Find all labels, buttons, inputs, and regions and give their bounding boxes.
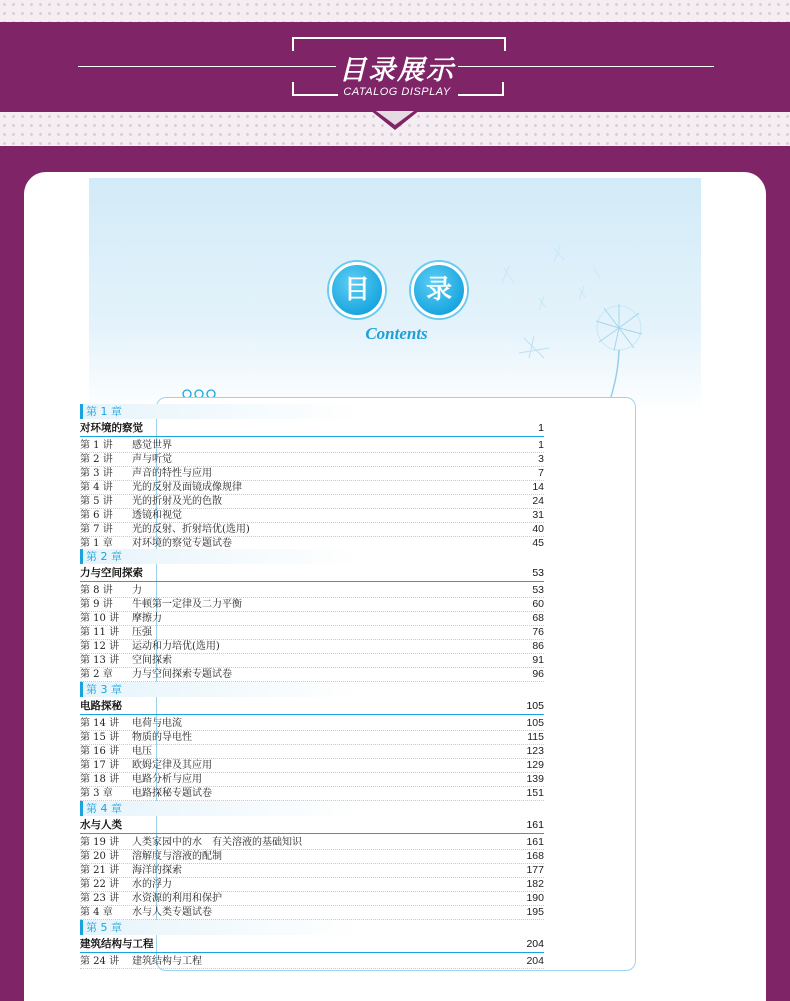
lesson-page-number: 3 — [538, 453, 544, 465]
lesson-row[interactable] — [80, 773, 544, 787]
lesson-title: 电荷与电流 — [132, 718, 182, 729]
chapter-title-text: 力与空间探索 — [80, 567, 143, 579]
contents-heading: Contents — [365, 324, 428, 343]
lesson-number: 第 1 讲 — [80, 440, 113, 451]
lesson-row[interactable] — [80, 509, 544, 523]
lesson-page-number: 40 — [532, 523, 544, 535]
lesson-title: 透镜和视觉 — [132, 510, 182, 521]
lesson-row[interactable] — [80, 453, 544, 467]
lesson-number: 第 19 讲 — [80, 837, 120, 848]
lesson-page-number: 86 — [532, 640, 544, 652]
lesson-number: 第 2 章 — [80, 669, 113, 680]
lesson-number: 第 14 讲 — [80, 718, 120, 729]
lesson-title: 运动和力培优(选用) — [132, 641, 220, 652]
lesson-page-number: 96 — [532, 668, 544, 680]
banner-line-left — [78, 66, 336, 67]
banner-title: 目录展示 — [339, 55, 455, 86]
lesson-row[interactable] — [80, 439, 544, 453]
lesson-list — [80, 584, 544, 682]
lesson-title: 摩擦力 — [132, 613, 162, 624]
lesson-number: 第 16 讲 — [80, 746, 120, 757]
lesson-row[interactable] — [80, 598, 544, 612]
lesson-row[interactable] — [80, 787, 544, 801]
lesson-title: 电压 — [132, 746, 152, 757]
lu-badge: 录 — [411, 262, 467, 318]
lesson-number: 第 20 讲 — [80, 851, 120, 862]
chapter-number: 第 1 章 — [80, 404, 544, 419]
lesson-number: 第 24 讲 — [80, 956, 120, 967]
lesson-title: 欧姆定律及其应用 — [132, 760, 212, 771]
lesson-title: 对环境的察觉专题试卷 — [132, 538, 232, 549]
lesson-title: 声与听觉 — [132, 454, 172, 465]
lesson-number: 第 6 讲 — [80, 510, 113, 521]
chapter-page-number: 53 — [532, 567, 544, 579]
lesson-page-number: 14 — [532, 481, 544, 493]
lesson-number: 第 12 讲 — [80, 641, 120, 652]
lesson-page-number: 115 — [527, 731, 544, 743]
lesson-row[interactable] — [80, 759, 544, 773]
lesson-title: 力 — [132, 585, 142, 596]
lesson-number: 第 10 讲 — [80, 613, 120, 624]
banner-subtitle: CATALOG DISPLAY — [343, 86, 451, 98]
lesson-number: 第 1 章 — [80, 538, 113, 549]
chapter-title-text: 水与人类 — [80, 819, 122, 831]
lesson-number: 第 8 讲 — [80, 585, 113, 596]
lesson-number: 第 18 讲 — [80, 774, 120, 785]
lesson-number: 第 13 讲 — [80, 655, 120, 666]
lesson-title: 海洋的探索 — [132, 865, 182, 876]
lesson-number: 第 17 讲 — [80, 760, 120, 771]
lesson-page-number: 190 — [526, 892, 544, 904]
chapter-page-number: 161 — [526, 819, 544, 831]
lesson-row[interactable] — [80, 640, 544, 654]
lesson-number: 第 4 讲 — [80, 482, 113, 493]
chapter-title-text: 电路探秘 — [80, 700, 122, 712]
lesson-title: 水资源的利用和保护 — [132, 893, 222, 904]
lesson-page-number: 91 — [532, 654, 544, 666]
chapter-title[interactable] — [80, 937, 544, 953]
lesson-row[interactable] — [80, 523, 544, 537]
lesson-row[interactable] — [80, 495, 544, 509]
lesson-number: 第 11 讲 — [80, 627, 120, 638]
lesson-number: 第 7 讲 — [80, 524, 113, 535]
lesson-row[interactable] — [80, 612, 544, 626]
lesson-page-number: 76 — [532, 626, 544, 638]
lesson-row[interactable] — [80, 717, 544, 731]
lesson-number: 第 3 章 — [80, 788, 113, 799]
chapter-page-number: 1 — [538, 422, 544, 434]
lesson-row[interactable] — [80, 481, 544, 495]
lesson-page-number: 68 — [532, 612, 544, 624]
lesson-title: 电路探秘专题试卷 — [132, 788, 212, 799]
lesson-number: 第 2 讲 — [80, 454, 113, 465]
lesson-page-number: 53 — [532, 584, 544, 596]
lesson-row[interactable] — [80, 745, 544, 759]
chapter-number: 第 3 章 — [80, 682, 544, 697]
lesson-row[interactable] — [80, 836, 544, 850]
chapter-title-text: 建筑结构与工程 — [80, 938, 154, 950]
lesson-number: 第 15 讲 — [80, 732, 120, 743]
lesson-title: 感觉世界 — [132, 440, 172, 451]
lesson-number: 第 9 讲 — [80, 599, 113, 610]
lesson-page-number: 177 — [526, 864, 544, 876]
chapter-title-text: 对环境的察觉 — [80, 422, 143, 434]
lesson-list — [80, 439, 544, 551]
chapter-title[interactable] — [80, 566, 544, 582]
lesson-title: 水的浮力 — [132, 879, 172, 890]
lesson-number: 第 3 讲 — [80, 468, 113, 479]
chapter-title[interactable] — [80, 818, 544, 834]
lesson-title: 牛顿第一定律及二力平衡 — [132, 599, 242, 610]
lesson-list — [80, 836, 544, 920]
lesson-title: 光的折射及光的色散 — [132, 496, 222, 507]
lesson-row[interactable] — [80, 467, 544, 481]
mu-badge: 目 — [329, 262, 385, 318]
lesson-title: 电路分析与应用 — [132, 774, 202, 785]
chapter-title[interactable] — [80, 699, 544, 715]
lesson-title: 建筑结构与工程 — [132, 956, 202, 967]
lesson-row[interactable] — [80, 850, 544, 864]
lesson-page-number: 60 — [532, 598, 544, 610]
lesson-row[interactable] — [80, 668, 544, 682]
lesson-row[interactable] — [80, 878, 544, 892]
lesson-row[interactable] — [80, 864, 544, 878]
chapter-number: 第 5 章 — [80, 920, 544, 935]
lesson-row[interactable] — [80, 626, 544, 640]
banner-line-right — [458, 66, 714, 67]
lesson-page-number: 195 — [526, 906, 544, 918]
chapter-number: 第 4 章 — [80, 801, 544, 816]
lesson-page-number: 123 — [526, 745, 544, 757]
lesson-row[interactable] — [80, 731, 544, 745]
lesson-page-number: 204 — [526, 955, 544, 967]
lesson-number: 第 22 讲 — [80, 879, 120, 890]
lesson-page-number: 105 — [526, 717, 544, 729]
lesson-title: 压强 — [132, 627, 152, 638]
lesson-title: 力与空间探索专题试卷 — [132, 669, 232, 680]
lesson-number: 第 23 讲 — [80, 893, 120, 904]
lesson-title: 光的反射及面镜成像规律 — [132, 482, 242, 493]
lesson-row[interactable] — [80, 955, 544, 969]
lesson-page-number: 24 — [532, 495, 544, 507]
lesson-row[interactable] — [80, 584, 544, 598]
lesson-title: 水与人类专题试卷 — [132, 907, 212, 918]
lesson-page-number: 182 — [526, 878, 544, 890]
lesson-number: 第 21 讲 — [80, 865, 120, 876]
lesson-page-number: 161 — [526, 836, 544, 848]
lesson-page-number: 1 — [538, 439, 544, 451]
lesson-page-number: 151 — [526, 787, 544, 799]
lesson-list — [80, 955, 544, 969]
chapter-title[interactable] — [80, 421, 544, 437]
lesson-row[interactable] — [80, 906, 544, 920]
lesson-page-number: 129 — [526, 759, 544, 771]
lesson-title: 声音的特性与应用 — [132, 468, 212, 479]
dandelion-icon — [484, 208, 689, 408]
chapter-page-number: 105 — [526, 700, 544, 712]
lesson-page-number: 168 — [526, 850, 544, 862]
chapter-number: 第 2 章 — [80, 549, 544, 564]
lesson-title: 光的反射、折射培优(选用) — [132, 524, 250, 535]
lesson-row[interactable] — [80, 892, 544, 906]
banner-notch-inner — [376, 111, 414, 125]
lesson-number: 第 5 讲 — [80, 496, 113, 507]
lesson-page-number: 7 — [538, 467, 544, 479]
lesson-title: 溶解度与溶液的配制 — [132, 851, 222, 862]
lesson-row[interactable] — [80, 654, 544, 668]
lesson-title: 空间探索 — [132, 655, 172, 666]
lesson-page-number: 139 — [526, 773, 544, 785]
top-dot-strip — [0, 0, 790, 22]
lesson-page-number: 45 — [532, 537, 544, 549]
lesson-page-number: 31 — [532, 509, 544, 521]
chapter-page-number: 204 — [526, 938, 544, 950]
lesson-title: 物质的导电性 — [132, 732, 192, 743]
lesson-number: 第 4 章 — [80, 907, 113, 918]
lesson-title: 人类家园中的水 有关溶液的基础知识 — [132, 837, 302, 848]
lesson-list — [80, 717, 544, 801]
